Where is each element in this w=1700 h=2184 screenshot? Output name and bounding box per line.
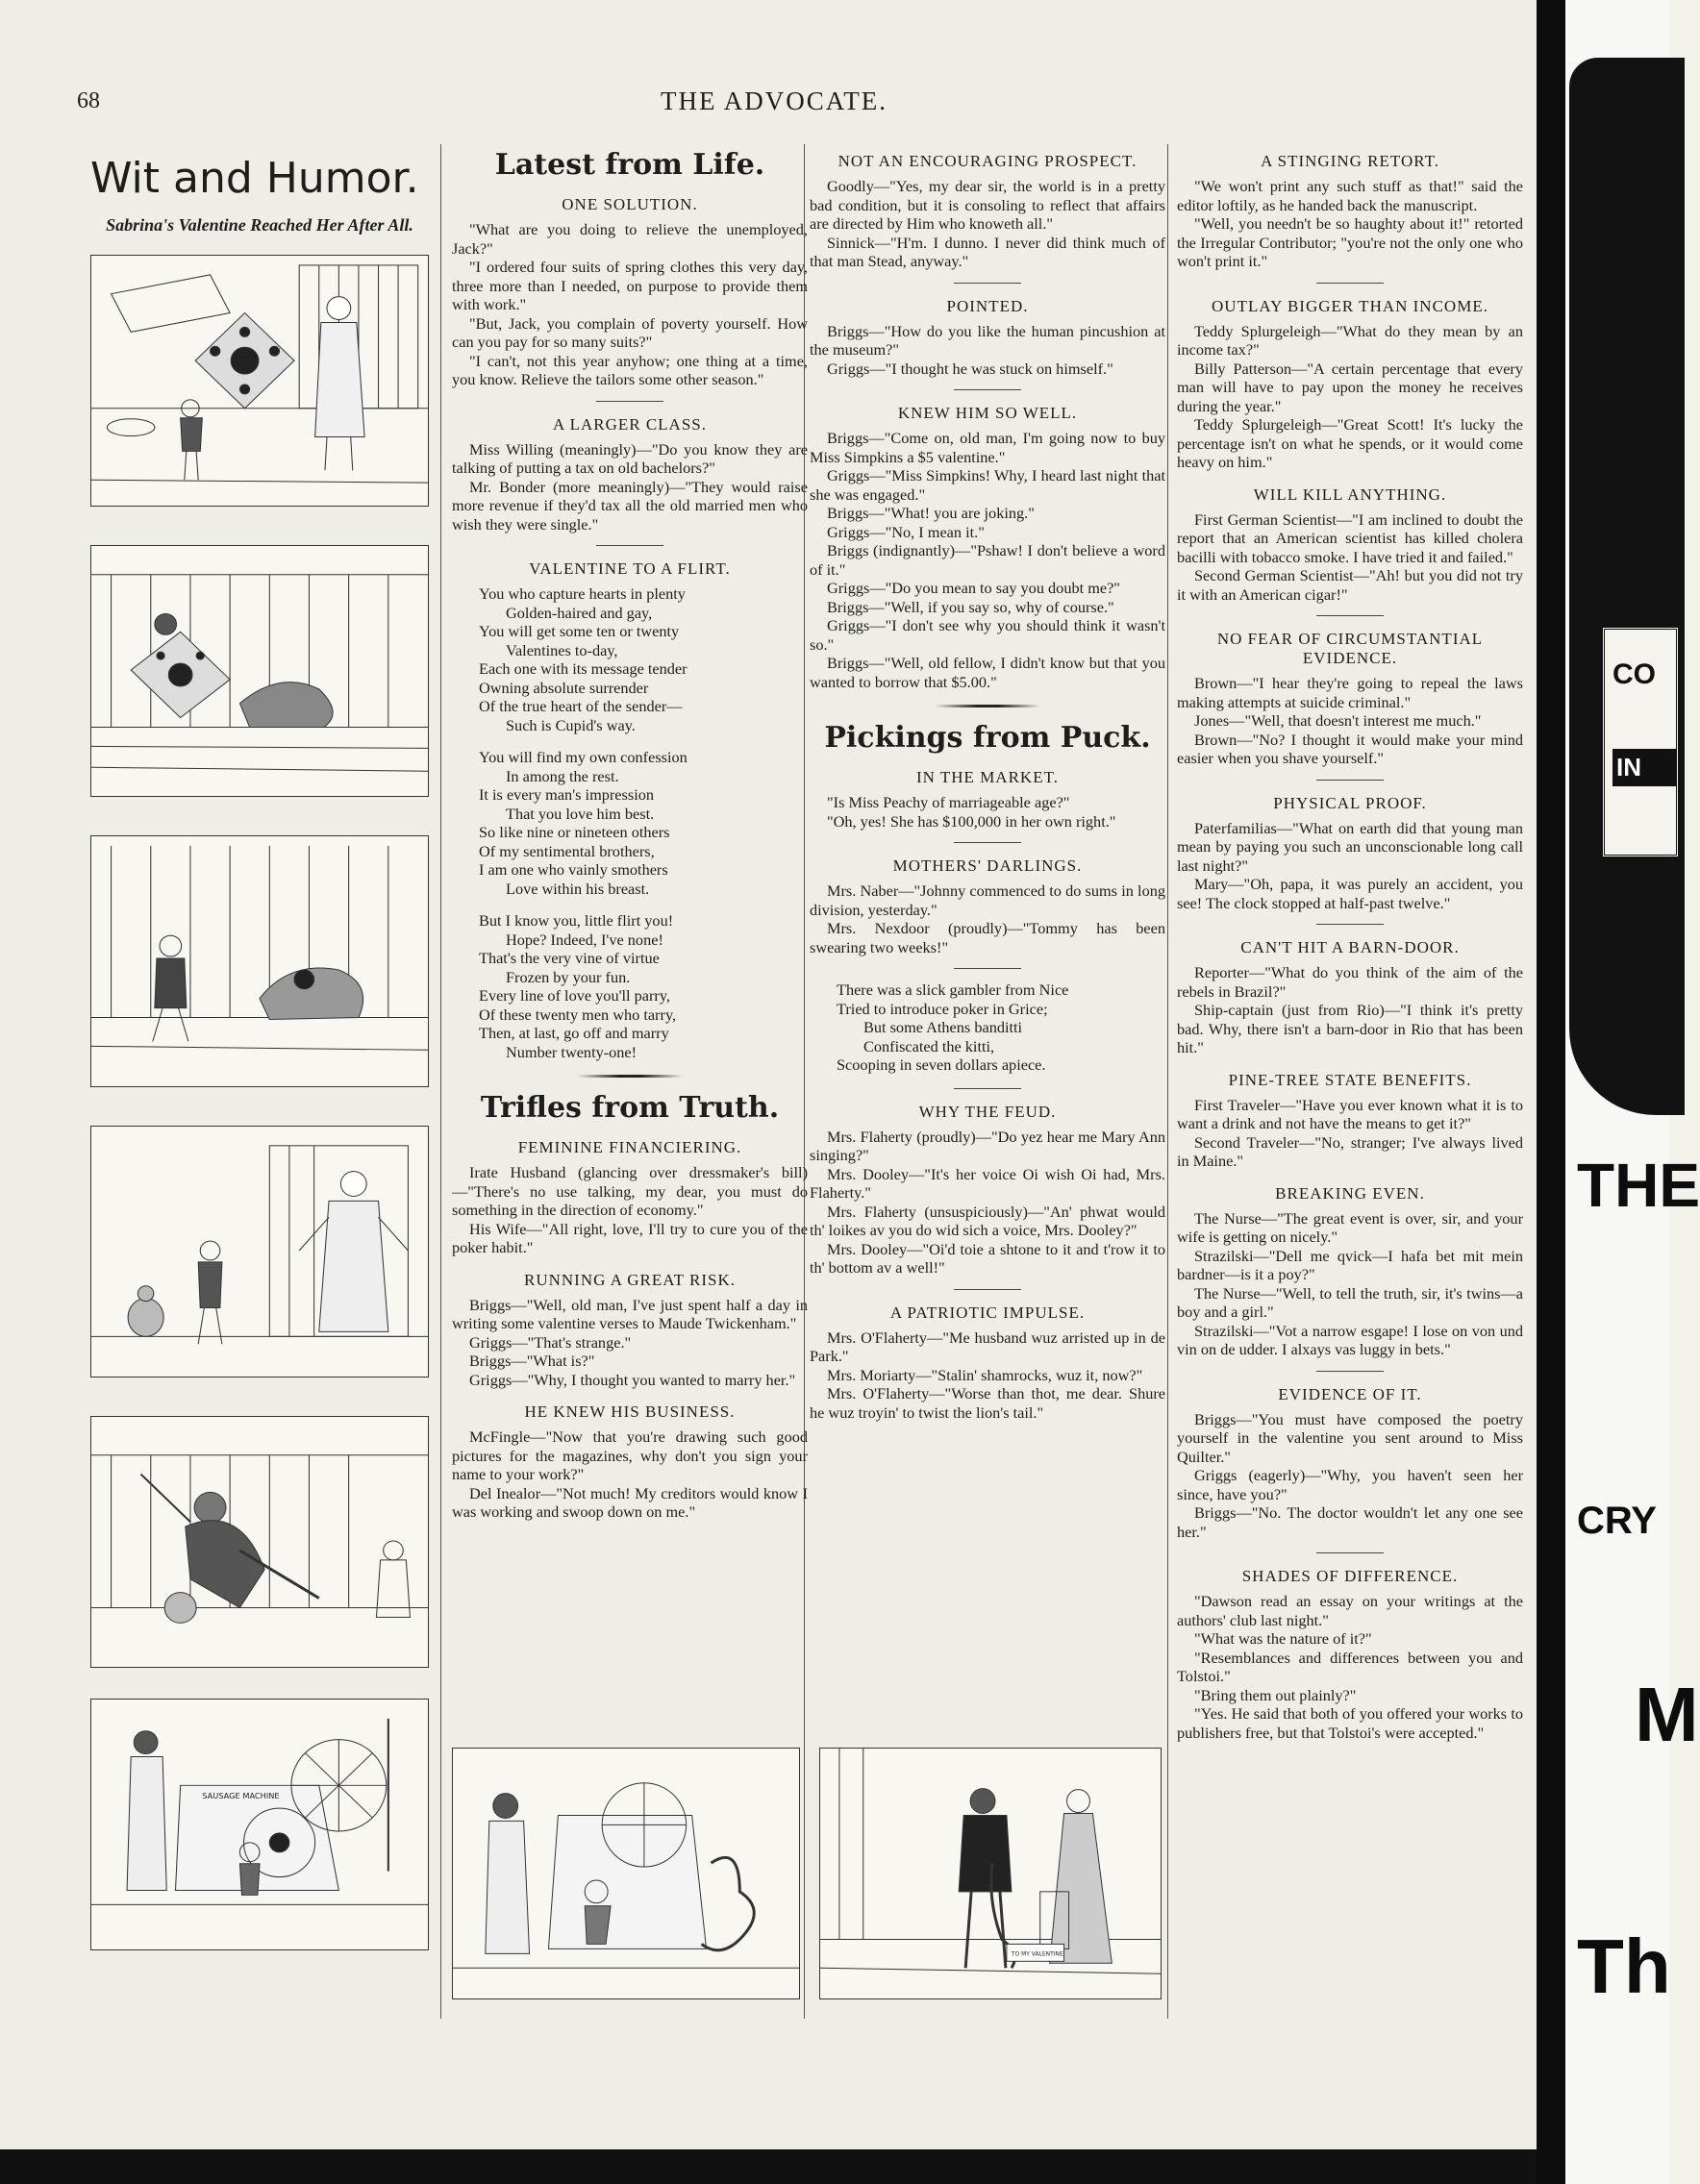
- ad-label-text: IN: [1612, 749, 1676, 786]
- article-text: "Is Miss Peachy of marriageable age?": [827, 793, 1070, 811]
- article-head: PHYSICAL PROOF.: [1273, 793, 1427, 812]
- column-life-truth: [452, 144, 808, 1522]
- poem-line: It is every man's impression: [479, 785, 654, 804]
- poem-limerick: [837, 980, 1165, 1075]
- article-text: Briggs—"Come on, old man, I'm going now to buy Miss Simpkins a $5 valentine.": [810, 429, 1165, 466]
- article-text: Irate Husband (glancing over dressmaker's bill)—"There's no use talking, my dear, you must do something in the direction of economy.": [452, 1163, 808, 1219]
- article-text: Strazilski—"Dell me qvick—I hafa bet mit mein bardner—is it a poy?": [1177, 1246, 1523, 1283]
- section-title-life: Latest from Life.: [494, 148, 765, 182]
- article-text: Brown—"No? I thought it would make your mind easier when you shave yourself.": [1177, 730, 1523, 767]
- ad-bottle-label: [1602, 627, 1679, 857]
- article-head: WILL KILL ANYTHING.: [1253, 484, 1447, 504]
- article-text: Brown—"I hear they're going to repeal the laws making attempts at suicide criminal.": [1177, 674, 1523, 711]
- page-header: [77, 83, 1538, 121]
- article-text: Briggs—"Well, old fellow, I didn't know but that you wanted to borrow that $5.00.": [810, 654, 1165, 691]
- article-text: Griggs—"I don't see why you should think it wasn't so.": [810, 616, 1165, 654]
- poem-line: In among the rest.: [506, 766, 619, 785]
- poem-line: Of my sentimental brothers,: [479, 841, 655, 860]
- poem-line: Tried to introduce poker in Grice;: [837, 999, 1048, 1018]
- article-text: Jones—"Well, that doesn't interest me much.": [1194, 711, 1482, 730]
- illustration-panel-8: [819, 1748, 1162, 1999]
- page-number: 68: [77, 88, 100, 113]
- article-text: Goodly—"Yes, my dear sir, the world is in a pretty bad condition, but it is consoling to reflect that affairs are directed by Him who knoweth all.": [810, 177, 1165, 233]
- illustration-panel-4: [90, 1126, 429, 1377]
- article-text: "But, Jack, you complain of poverty yourself. How can you pay for so many suits?": [452, 313, 808, 351]
- poem-line: Confiscated the kitti,: [863, 1036, 995, 1055]
- column-wit-humor: [90, 144, 429, 1950]
- article-text: "I ordered four suits of spring clothes this very day, three more than I needed, on purpose to provide them with work.": [452, 258, 808, 313]
- article-text: Strazilski—"Vot a narrow esgape! I lose on von und vin on de udder. I alxays vas luggy in bets.": [1177, 1321, 1523, 1358]
- article-head: VALENTINE TO A FLIRT.: [529, 559, 731, 578]
- article-text: Teddy Splurgeleigh—"Great Scott! It's lucky the percentage isn't on what he spends, or it would come heavy on him.": [1177, 415, 1523, 471]
- ad-text: CRY: [1577, 1500, 1657, 1542]
- ad-headline: THE: [1577, 1151, 1700, 1220]
- article-text: Griggs—"I thought he was stuck on himself.": [827, 359, 1113, 378]
- article-head: BREAKING EVEN.: [1275, 1183, 1425, 1203]
- article-head: HE KNEW HIS BUSINESS.: [524, 1402, 736, 1421]
- article-text: Briggs—"What is?": [469, 1352, 595, 1370]
- article-text: Briggs—"You must have composed the poetry yourself in the valentine you sent around to Miss Quilter.": [1177, 1409, 1523, 1466]
- article-text: "Dawson read an essay on your writings at the authors' club last night.": [1177, 1592, 1523, 1629]
- article-text: Griggs—"Miss Simpkins! Why, I heard last night that she was engaged.": [810, 466, 1165, 504]
- section-title-truth: Trifles from Truth.: [480, 1091, 780, 1125]
- article-text: Ship-captain (just from Rio)—"I think it's pretty bad. Why, there isn't a barn-door in Rio that has been hit.": [1177, 1001, 1523, 1056]
- poem-valentine: [479, 748, 808, 898]
- column-rule: [440, 144, 441, 2019]
- poem-line: Scooping in seven dollars apiece.: [837, 1055, 1046, 1074]
- article-text: Mr. Bonder (more meaningly)—"They would raise more revenue if they'd tax all the old married men who wish they were single.": [452, 477, 808, 534]
- article-text: Mary—"Oh, papa, it was purely an accident, you see! The clock stopped at half-past twelve.": [1177, 875, 1523, 912]
- article-text: Mrs. Dooley—"It's her voice Oi wish Oi had, Mrs. Flaherty.": [810, 1164, 1165, 1202]
- article-text: Mrs. Flaherty (unsuspiciously)—"An' phwat would th' loikes av you do wid sich a voice, Mrs. Dooley?": [810, 1202, 1165, 1239]
- article-text: Mrs. Dooley—"Oi'd toie a shtone to it and t'row it to th' bottom av a well!": [810, 1239, 1165, 1277]
- scan-border: [0, 2149, 1537, 2184]
- article-text: Briggs—"Well, old man, I've just spent half a day in writing some valentine verses to Maude Twickenham.": [452, 1295, 808, 1332]
- column-puck: [810, 144, 1165, 1958]
- article-head: SHADES OF DIFFERENCE.: [1241, 1567, 1459, 1585]
- divider: [1316, 1371, 1384, 1372]
- poem-line: Owning absolute surrender: [479, 678, 649, 697]
- article-text: Second German Scientist—"Ah! but you did not try it with an American cigar!": [1177, 566, 1523, 604]
- article-text: McFingle—"Now that you're drawing such good pictures for the magazines, why don't you sign your name to your work?": [452, 1427, 808, 1483]
- divider: [954, 1088, 1021, 1089]
- article-text: "Yes. He said that both of you offered your works to publishers free, but that Tolstoi's were accepted.": [1177, 1704, 1523, 1742]
- article-text: First Traveler—"Have you ever known what it is to want a drink and not have the means to get it?": [1177, 1095, 1523, 1132]
- poem-line: Number twenty-one!: [506, 1042, 638, 1061]
- article-text: Briggs—"How do you like the human pincushion at the museum?": [810, 321, 1165, 359]
- article-text: Griggs—"Why, I thought you wanted to marry her.": [469, 1370, 796, 1389]
- article-text: Mrs. Flaherty (proudly)—"Do yez hear me Mary Ann singing?": [810, 1127, 1165, 1164]
- poem-line: That's the very vine of virtue: [479, 949, 660, 967]
- article-text: Briggs—"Well, if you say so, why of course.": [827, 597, 1114, 616]
- article-text: Briggs—"No. The doctor wouldn't let any one see her.": [1177, 1503, 1523, 1541]
- illustration-panel-6: [90, 1699, 429, 1950]
- article-text: His Wife—"All right, love, I'll try to cure you of the poker habit.": [452, 1219, 808, 1256]
- ad-bottle-illustration: [1569, 58, 1685, 1115]
- poem-line: Hope? Indeed, I've none!: [506, 930, 663, 949]
- article-head: POINTED.: [946, 296, 1029, 315]
- article-head: A STINGING RETORT.: [1261, 152, 1439, 170]
- poem-line: There was a slick gambler from Nice: [837, 980, 1069, 999]
- poem-line: You will get some ten or twenty: [479, 622, 680, 640]
- article-head: FEMININE FINANCIERING.: [517, 1138, 742, 1156]
- poem-line: Golden-haired and gay,: [506, 603, 653, 622]
- article-text: "What are you doing to relieve the unemployed, Jack?": [452, 220, 808, 258]
- article-head: EVIDENCE OF IT.: [1278, 1384, 1422, 1403]
- article-text: "Oh, yes! She has $100,000 in her own right.": [827, 811, 1116, 831]
- ad-label-text: CO: [1612, 658, 1656, 690]
- article-text: Mrs. Moriarty—"Stalin' shamrocks, wuz it, now?": [827, 1365, 1143, 1384]
- article-head: A PATRIOTIC IMPULSE.: [889, 1303, 1086, 1322]
- article-text: Griggs—"Do you mean to say you doubt me?": [827, 579, 1120, 597]
- article-text: "I can't, not this year anyhow; one thing at a time, you know. Relieve the tailors some other season.": [452, 351, 808, 388]
- divider: [954, 389, 1021, 390]
- sausage-machine-label: SAUSAGE MACHINE: [202, 1791, 280, 1801]
- valentine-box-label: TO MY VALENTINE: [1011, 1950, 1063, 1958]
- illustration-panel-5: [90, 1416, 429, 1668]
- article-text: First German Scientist—"I am inclined to doubt the report that an American scientist has killed cholera bacilli with tobacco smoke. I have tried it and failed.": [1177, 509, 1523, 566]
- poem-line: Such is Cupid's way.: [506, 715, 636, 734]
- divider: [577, 1075, 683, 1078]
- poem-line: But I know you, little flirt you!: [479, 911, 674, 930]
- poem-line: Then, at last, go off and marry: [479, 1024, 669, 1042]
- article-text: Mrs. Nexdoor (proudly)—"Tommy has been swearing two weeks!": [810, 919, 1165, 956]
- page-gutter: [1537, 0, 1565, 2184]
- poem-line: Of the true heart of the sender—: [479, 697, 683, 715]
- divider: [1316, 780, 1384, 781]
- poem-line: Each one with its message tender: [479, 659, 688, 678]
- article-text: "We won't print any such stuff as that!" said the editor loftily, as he handed back the manuscript.: [1177, 177, 1523, 214]
- article-text: Griggs—"That's strange.": [469, 1332, 632, 1352]
- article-text: The Nurse—"The great event is over, sir, and your wife is getting on nicely.": [1177, 1208, 1523, 1246]
- divider: [1316, 283, 1384, 284]
- poem-line: But some Athens banditti: [863, 1018, 1023, 1036]
- poem-line: You will find my own confession: [479, 748, 688, 766]
- poem-line: I am one who vainly smothers: [479, 860, 668, 879]
- article-head: PINE-TREE STATE BENEFITS.: [1228, 1070, 1472, 1089]
- poem-line: Of these twenty men who tarry,: [479, 1005, 677, 1024]
- poem-line: Frozen by your fun.: [506, 967, 631, 986]
- article-text: Reporter—"What do you think of the aim of the rebels in Brazil?": [1177, 963, 1523, 1001]
- article-text: Paterfamilias—"What on earth did that young man mean by paying you such an unconscionable long call last night?": [1177, 818, 1523, 875]
- article-text: Miss Willing (meaningly)—"Do you know they are talking of putting a tax on old bachelors?": [452, 439, 808, 477]
- article-text: "Well, you needn't be so haughty about it!" retorted the Irregular Contributor; "you're not the only one who won't print it.": [1177, 214, 1523, 270]
- poem-valentine: [479, 911, 808, 1061]
- article-head: A LARGER CLASS.: [553, 414, 707, 434]
- divider: [954, 283, 1021, 284]
- poem-valentine: [479, 584, 808, 734]
- article-text: Mrs. O'Flaherty—"Worse than thot, me dear. Shure he wuz troyin' to twist the lion's tail.": [810, 1384, 1165, 1422]
- article-text: "Bring them out plainly?": [1194, 1685, 1357, 1704]
- poem-line: So like nine or nineteen others: [479, 823, 670, 841]
- poem-line: Every line of love you'll parry,: [479, 986, 670, 1005]
- divider: [1316, 924, 1384, 925]
- article-head: NOT AN ENCOURAGING PROSPECT.: [838, 152, 1138, 170]
- illustration-panel-7: [452, 1748, 800, 1999]
- article-head: CAN'T HIT A BARN-DOOR.: [1240, 938, 1460, 956]
- article-text: Griggs (eagerly)—"Why, you haven't seen her since, have you?": [1177, 1466, 1523, 1503]
- poem-line: You who capture hearts in plenty: [479, 584, 686, 603]
- article-head: MOTHERS' DARLINGS.: [892, 856, 1083, 875]
- poem-line: That you love him best.: [506, 804, 655, 823]
- poem-line: Valentines to-day,: [506, 640, 618, 659]
- illustration-panel-2: [90, 545, 429, 797]
- article-text: Briggs (indignantly)—"Pshaw! I don't believe a word of it.": [810, 541, 1165, 579]
- article-text: Briggs—"What! you are joking.": [827, 504, 1035, 522]
- divider: [596, 545, 663, 546]
- divider: [935, 705, 1040, 707]
- article-text: Second Traveler—"No, stranger; I've always lived in Maine.": [1177, 1132, 1523, 1170]
- column-miscellany: [1177, 144, 1523, 1742]
- ad-text: Th: [1577, 1923, 1671, 2009]
- article-head: RUNNING A GREAT RISK.: [524, 1270, 736, 1289]
- divider: [954, 842, 1021, 843]
- ad-text: M: [1635, 1672, 1699, 1757]
- divider: [1316, 615, 1384, 616]
- divider: [954, 968, 1021, 969]
- illustration-series-title: Sabrina's Valentine Reached Her After All.: [106, 215, 413, 235]
- article-head: WHY THE FEUD.: [918, 1102, 1057, 1121]
- section-title-wit-humor: Wit and Humor.: [90, 154, 419, 203]
- illustration-panel-3: [90, 835, 429, 1087]
- section-title-puck: Pickings from Puck.: [824, 721, 1151, 755]
- article-head: OUTLAY BIGGER THAN INCOME.: [1212, 296, 1488, 315]
- divider: [596, 401, 663, 402]
- article-text: Griggs—"No, I mean it.": [827, 522, 985, 541]
- poem-line: Love within his breast.: [506, 879, 650, 898]
- article-text: Sinnick—"H'm. I dunno. I never did think much of that man Stead, anyway.": [810, 233, 1165, 270]
- article-text: Billy Patterson—"A certain percentage that every man will have to pay upon the money he receives during the year.": [1177, 359, 1523, 415]
- illustration-panel-1: [90, 255, 429, 507]
- article-text: "Resemblances and differences between you and Tolstoi.": [1177, 1648, 1523, 1685]
- article-text: Mrs. Naber—"Johnny commenced to do sums in long division, yesterday.": [810, 881, 1165, 919]
- article-text: Mrs. O'Flaherty—"Me husband wuz arristed up in de Park.": [810, 1328, 1165, 1365]
- article-text: The Nurse—"Well, to tell the truth, sir, it's twins—a boy and a girl.": [1177, 1283, 1523, 1321]
- article-head: NO FEAR OF CIRCUMSTANTIAL EVIDENCE.: [1216, 630, 1484, 667]
- article-head: KNEW HIM SO WELL.: [897, 404, 1078, 422]
- newspaper-title: THE ADVOCATE.: [661, 87, 888, 115]
- article-text: Teddy Splurgeleigh—"What do they mean by an income tax?": [1177, 321, 1523, 359]
- column-rule: [1167, 144, 1168, 2019]
- article-text: "What was the nature of it?": [1194, 1629, 1372, 1648]
- article-text: Del Inealor—"Not much! My creditors would know I was working and swoop down on me.": [452, 1483, 808, 1521]
- divider: [954, 1289, 1021, 1290]
- divider: [1316, 1552, 1384, 1553]
- article-head: ONE SOLUTION.: [562, 195, 698, 213]
- article-head: IN THE MARKET.: [916, 768, 1059, 786]
